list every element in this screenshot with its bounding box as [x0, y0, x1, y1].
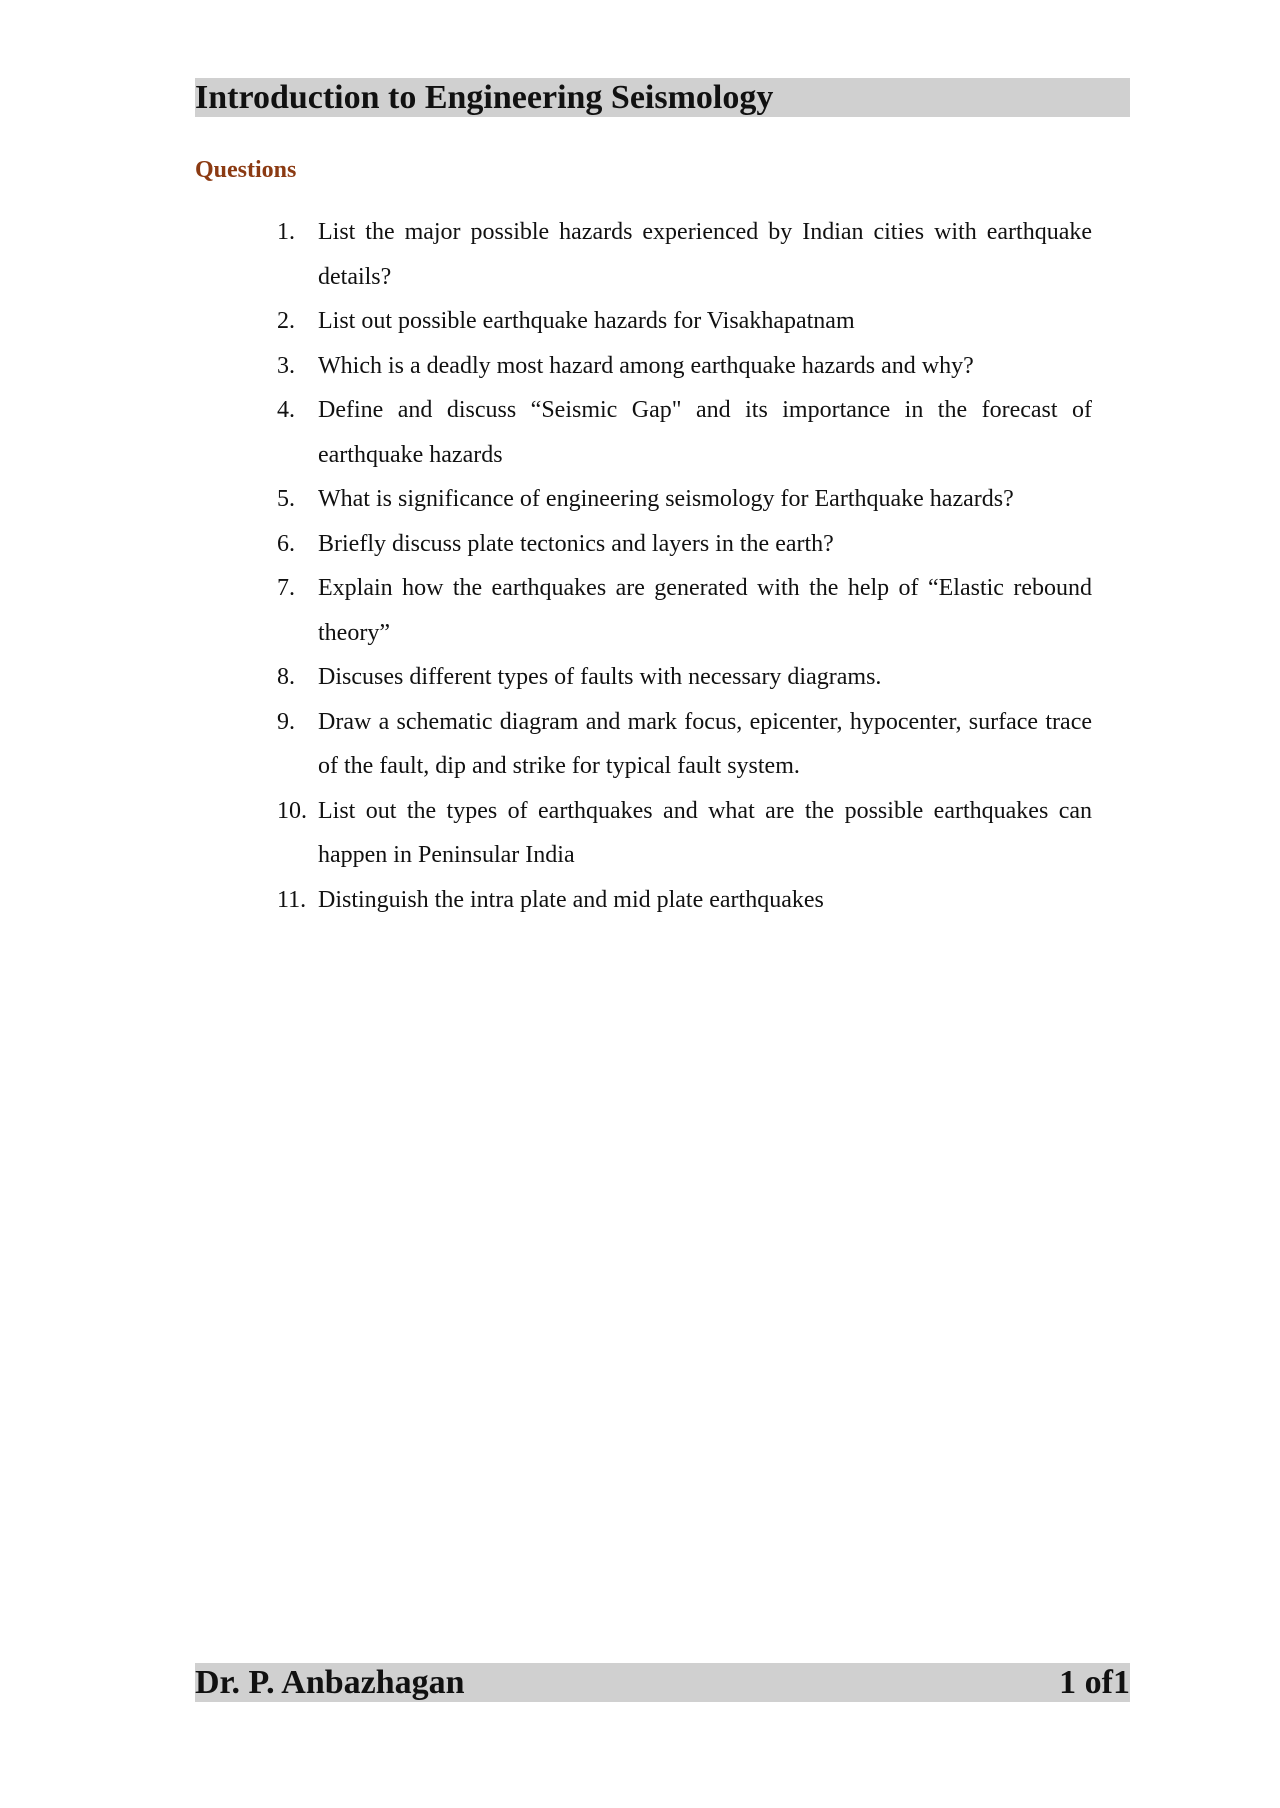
- question-number: 1.: [277, 219, 295, 245]
- list-item: [277, 299, 1092, 344]
- author-name: Dr. P. Anbazhagan: [195, 1664, 465, 1701]
- page-number: 1 of1: [1059, 1664, 1130, 1701]
- question-text: Discuses different types of faults with necessary diagrams.: [318, 664, 882, 690]
- question-text: List the major possible hazards experienced by Indian cities with earthquake details?: [318, 219, 1092, 290]
- list-item: [277, 344, 1092, 389]
- question-number: 10.: [277, 797, 307, 824]
- question-number: 2.: [277, 308, 295, 334]
- question-number: 4.: [277, 397, 295, 423]
- list-item: [277, 388, 1092, 477]
- question-text: List out the types of earthquakes and what are the possible earthquakes can happen in Peninsular India: [318, 797, 1092, 868]
- document-title: Introduction to Engineering Seismology: [195, 79, 774, 116]
- question-text: Which is a deadly most hazard among earthquake hazards and why?: [318, 352, 974, 379]
- question-number: 5.: [277, 486, 295, 512]
- list-item: [277, 878, 1092, 923]
- list-item: [277, 210, 1092, 299]
- question-number: 8.: [277, 664, 295, 690]
- question-text: Distinguish the intra plate and mid plate earthquakes: [318, 886, 824, 913]
- question-number: 7.: [277, 575, 295, 601]
- question-text: What is significance of engineering seismology for Earthquake hazards?: [318, 486, 1014, 512]
- question-text: Briefly discuss plate tectonics and layers in the earth?: [318, 530, 834, 557]
- question-number: 9.: [277, 708, 295, 735]
- question-text: List out possible earthquake hazards for Visakhapatnam: [318, 308, 855, 334]
- list-item: [277, 477, 1092, 522]
- question-list: [277, 210, 1092, 922]
- question-number: 6.: [277, 530, 295, 557]
- list-item: [277, 789, 1092, 878]
- question-text: Explain how the earthquakes are generated with the help of “Elastic rebound theory”: [318, 575, 1092, 646]
- header-bar: [195, 78, 1130, 117]
- section-heading: Questions: [195, 157, 297, 183]
- list-item: [277, 700, 1092, 789]
- list-item: [277, 655, 1092, 700]
- list-item: [277, 522, 1092, 567]
- list-item: [277, 566, 1092, 655]
- question-number: 3.: [277, 352, 295, 379]
- question-number: 11.: [277, 886, 307, 913]
- question-text: Define and discuss “Seismic Gap" and its importance in the forecast of earthquake hazards: [318, 397, 1092, 468]
- question-text: Draw a schematic diagram and mark focus, epicenter, hypocenter, surface trace of the fault, dip and strike for typical fault system.: [318, 708, 1092, 779]
- footer-bar: [195, 1663, 1130, 1702]
